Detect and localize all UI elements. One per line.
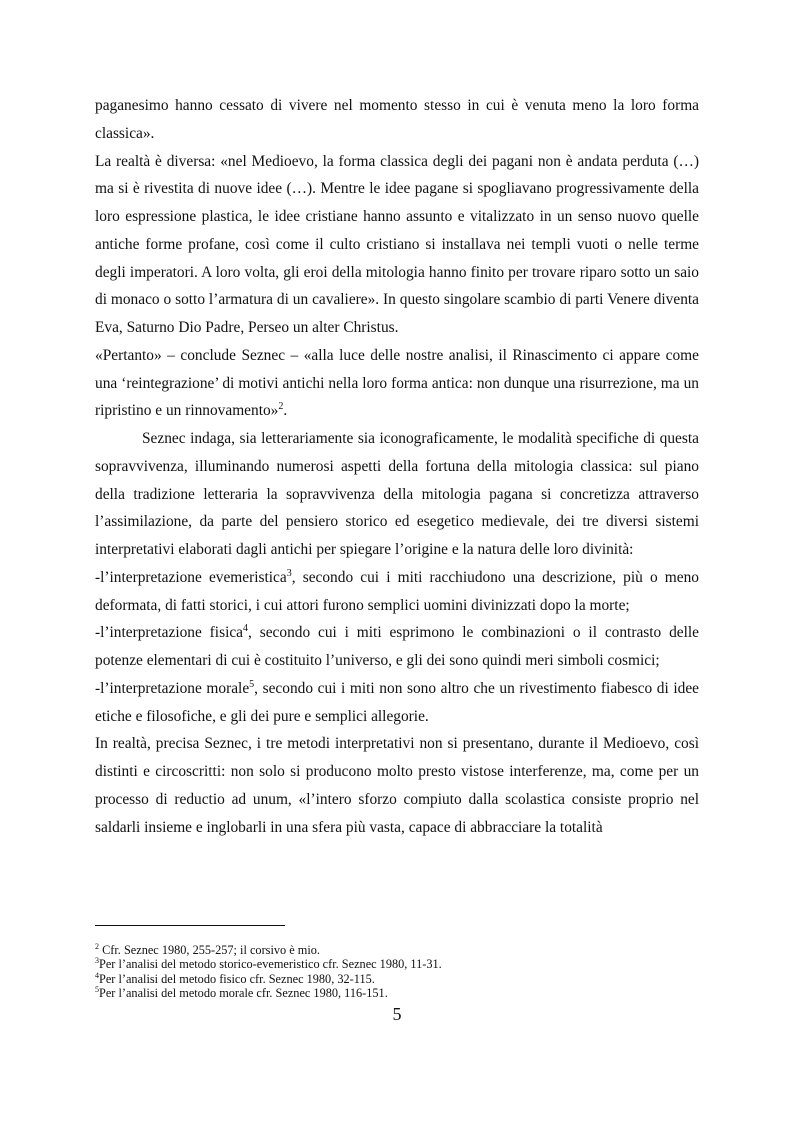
paragraph-5: -l’interpretazione evemeristica$^3$, secondo cui i miti racchiudono una descrizione, più o meno deformata, di fatti storici, i cui attori furono semplici uomini divinizzati dopo la morte; (95, 567, 699, 614)
footnote-5: $^5$Per l’analisi del metodo morale cfr. Seznec 1980, 116-151. (95, 984, 388, 1000)
footnotes (95, 943, 699, 1000)
paragraph-7: -l’interpretazione morale$^5$, secondo cui i miti non sono altro che un rivestimento fiabesco di idee etiche e filosofiche, e gli dei pure e semplici allegorie. (95, 678, 700, 725)
paragraph-8: In realtà, precisa Seznec, i tre metodi interpretativi non si presentano, durante il Medioevo, così distinti e circoscritti: non solo si producono molto presto vistose interferenze, ma, come per un processo di reductio ad unum, «l’intero sforzo compiuto dalla scolastica consiste proprio nel saldarli insieme e inglobarli in una sfera più vasta, capace di abbracciare la totalità (95, 735, 699, 836)
paragraph-3: «Pertanto» – conclude Seznec – «alla luce delle nostre analisi, il Rinascimento ci appare come una ‘reintegrazione’ di motivi antichi nella loro forma antica: non dunque una risurrezione, ma un ripristino e un rinnovamento»$^2$. (95, 346, 699, 420)
paragraph-1: paganesimo hanno cessato di vivere nel momento stesso in cui è venuta meno la loro forma classica». (95, 97, 699, 142)
footnote-3: $^3$Per l’analisi del metodo storico-evemeristico cfr. Seznec 1980, 11-31. (95, 956, 442, 972)
footnote-ref-5: 5 (249, 678, 255, 690)
footnote-2: $^2$ Cfr. Seznec 1980, 255-257; il corsivo è mio. (95, 941, 320, 957)
footnote-separator (95, 925, 285, 926)
body-text (95, 92, 699, 841)
footnote-ref-3: 3 (286, 567, 292, 579)
paragraph-2: La realtà è diversa: «nel Medioevo, la forma classica degli dei pagani non è andata perduta (…) ma si è rivestita di nuove idee (…). Mentre le idee pagane si spogliavano progressivamente della loro espressione plastica, le idee cristiane hanno assunto e vitalizzato in un senso nuovo quelle antiche forme profane, così come il culto cristiano si installava nei templi vuoti o nelle terme degli imperatori. A loro volta, gli eroi della mitologia hanno finito per trovare riparo sotto un saio di monaco o sotto l’armatura di un cavaliere». In questo singolare scambio di parti Venere diventa Eva, Saturno Dio Padre, Perseo un alter Christus. (95, 152, 699, 336)
paragraph-6: -l’interpretazione fisica$^4$, secondo cui i miti esprimono le combinazioni o il contrasto delle potenze elementari di cui è costituito l’universo, e gli dei sono quindi meri simboli cosmici; (95, 623, 700, 669)
footnote-4: $^4$Per l’analisi del metodo fisico cfr. Seznec 1980, 32-115. (95, 970, 375, 986)
page-number: 5 (392, 1004, 402, 1024)
footnote-ref-2: 2 (278, 401, 284, 413)
paragraph-4: Seznec indaga, sia letterariamente sia iconograficamente, le modalità specifiche di questa sopravvivenza, illuminando numerosi aspetti della fortuna della mitologia classica: sul piano della tradizione letteraria la sopravvivenza della mitologia pagana si concretizza attraverso l’assimilazione, da parte del pensiero storico ed esegetico medievale, dei tre diversi sistemi interpretativi elaborati dagli antichi per spiegare l’origine e la natura delle loro divinità: (95, 430, 699, 558)
footnote-ref-4: 4 (243, 623, 249, 635)
